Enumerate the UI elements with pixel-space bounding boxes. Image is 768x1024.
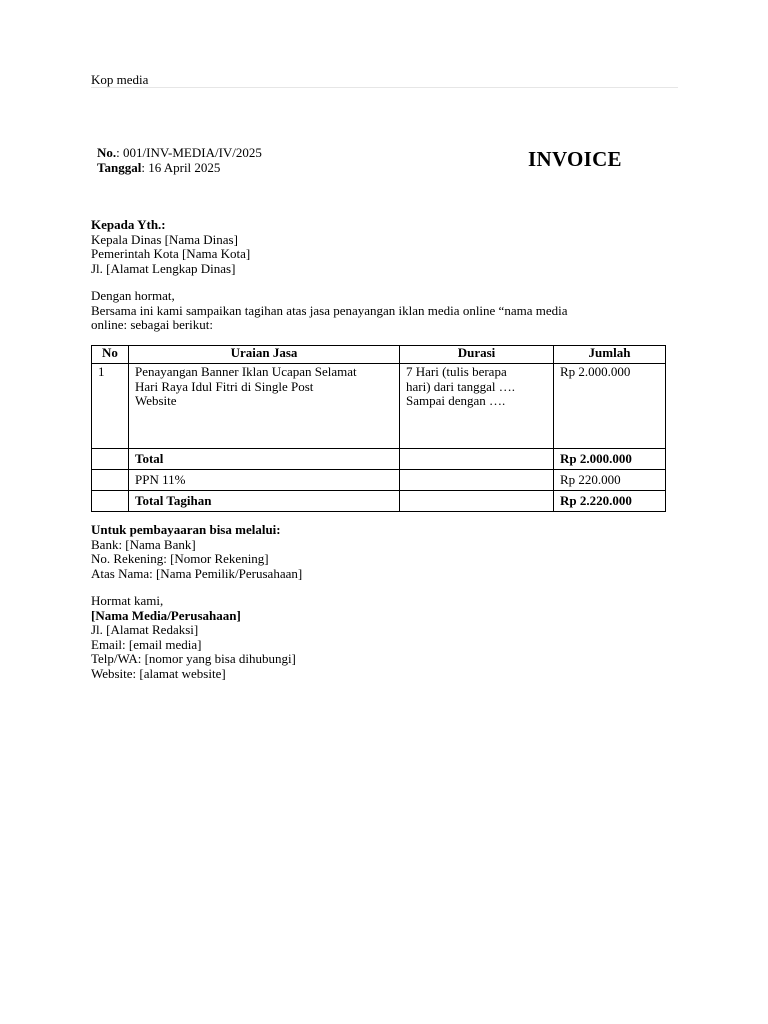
payment-heading: Untuk pembayaaran bisa melalui: bbox=[91, 522, 281, 537]
closing-salutation: Hormat kami, bbox=[91, 593, 164, 608]
total-row bbox=[92, 449, 666, 470]
empty-cell bbox=[400, 491, 554, 512]
header-no: No bbox=[92, 346, 129, 364]
item-description bbox=[129, 364, 400, 449]
invoice-number-value: : 001/INV-MEDIA/IV/2025 bbox=[116, 145, 262, 160]
grand-total-value: Rp 2.220.000 bbox=[554, 491, 666, 512]
item-description-line: Hari Raya Idul Fitri di Single Post bbox=[135, 378, 314, 394]
invoice-table bbox=[91, 345, 666, 512]
company-website: Website: [alamat website] bbox=[91, 665, 226, 681]
company-address: Jl. [Alamat Redaksi] bbox=[91, 622, 199, 637]
recipient-block bbox=[91, 218, 250, 276]
item-duration-line: Sampai dengan …. bbox=[406, 393, 506, 408]
header-uraian: Uraian Jasa bbox=[129, 346, 400, 364]
invoice-meta bbox=[97, 146, 262, 175]
invoice-date-value: : 16 April 2025 bbox=[141, 159, 221, 175]
greeting-body: online: sebagai berikut: bbox=[91, 317, 214, 332]
invoice-title: INVOICE bbox=[528, 147, 622, 171]
payment-block bbox=[91, 523, 302, 581]
total-value: Rp 2.000.000 bbox=[554, 449, 666, 470]
item-duration-line: 7 Hari (tulis berapa bbox=[406, 364, 507, 379]
invoice-number bbox=[97, 146, 262, 161]
grand-total-label: Total Tagihan bbox=[129, 491, 400, 512]
ppn-row bbox=[92, 470, 666, 491]
company-email: Email: [email media] bbox=[91, 636, 202, 652]
empty-cell bbox=[92, 491, 129, 512]
letterhead bbox=[91, 73, 678, 88]
grand-total-row bbox=[92, 491, 666, 512]
letterhead-text: Kop media bbox=[91, 72, 149, 87]
item-amount: Rp 2.000.000 bbox=[554, 364, 666, 449]
item-duration bbox=[400, 364, 554, 449]
recipient-line: Kepala Dinas [Nama Dinas] bbox=[91, 231, 238, 247]
payment-bank: Bank: [Nama Bank] bbox=[91, 536, 196, 552]
ppn-value: Rp 220.000 bbox=[554, 470, 666, 491]
empty-cell bbox=[400, 470, 554, 491]
item-no: 1 bbox=[92, 364, 129, 449]
recipient-heading: Kepada Yth.: bbox=[91, 217, 166, 232]
recipient-line: Pemerintah Kota [Nama Kota] bbox=[91, 246, 251, 261]
invoice-date-label: Tanggal bbox=[97, 159, 142, 175]
recipient-line: Jl. [Alamat Lengkap Dinas] bbox=[91, 260, 236, 276]
closing-block bbox=[91, 594, 296, 681]
total-label: Total bbox=[129, 449, 400, 470]
invoice-date bbox=[97, 161, 262, 176]
item-description-line: Penayangan Banner Iklan Ucapan Selamat bbox=[135, 364, 357, 379]
greeting-block bbox=[91, 289, 676, 333]
item-description-line: Website bbox=[135, 393, 177, 408]
greeting-body: Bersama ini kami sampaikan tagihan atas jasa penayangan iklan media online “nama media bbox=[91, 302, 568, 318]
payment-account-number: No. Rekening: [Nomor Rekening] bbox=[91, 551, 269, 566]
item-duration-line: hari) dari tanggal …. bbox=[406, 378, 516, 394]
company-phone: Telp/WA: [nomor yang bisa dihubungi] bbox=[91, 651, 296, 666]
greeting-salutation: Dengan hormat, bbox=[91, 288, 175, 303]
empty-cell bbox=[92, 470, 129, 491]
empty-cell bbox=[400, 449, 554, 470]
ppn-label: PPN 11% bbox=[129, 470, 400, 491]
empty-cell bbox=[92, 449, 129, 470]
table-header-row bbox=[92, 346, 666, 364]
invoice-number-label: No. bbox=[97, 145, 117, 160]
header-jumlah: Jumlah bbox=[554, 346, 666, 364]
payment-account-name: Atas Nama: [Nama Pemilik/Perusahaan] bbox=[91, 565, 303, 581]
company-name: [Nama Media/Perusahaan] bbox=[91, 607, 241, 623]
header-durasi: Durasi bbox=[400, 346, 554, 364]
table-row bbox=[92, 364, 666, 449]
